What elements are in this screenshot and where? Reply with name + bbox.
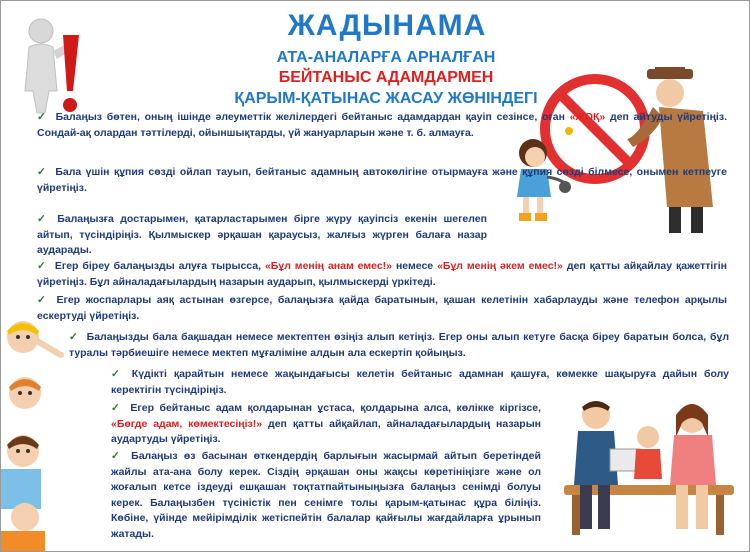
subtitle-parents: АТА-АНАЛАРҒА АРНАЛҒАН bbox=[276, 49, 496, 66]
tip-1: ✓ Балаңыз бөтен, оның ішінде әлеуметтік желілердегі бейтаныс адамдардан қауіп сезінсе, оған «ЖОҚ» деп айтуды үйретіңіз. Сондай-ақ олардан тәттілерді, ойыншықтарды, үй жануарларын және т. б. алмауға. bbox=[37, 111, 727, 139]
check-icon: ✓ bbox=[111, 450, 124, 462]
children-illustration bbox=[1, 317, 71, 552]
family-illustration bbox=[556, 393, 746, 543]
tip-9: ✓ Балаңыз өз басынан өткендердің барлығын жасырмай айтып беретіндей жайлы ата-ана болу керек. Сіздің әрқашан оны жақсы көретініңізге және ол жоғалып кетсе іздеуді ешқашан тоқтатпайтыныңызға балаңыз сенімді болуы керек. Балаңызбен түсіністік пен сенімге толы қарым-қатынас құра біліңіз. Көбіне, үйінде мейірімділік жетіспейтін балалар қайғылы жағдайларға ұрынып жатады. bbox=[111, 450, 541, 540]
page-title: ЖАДЫНАМА bbox=[287, 9, 487, 42]
tip-8: ✓ Егер бейтаныс адам қолдарынан ұстаса, қолдарына алса, көлікке кіргізсе, «Бөгде адам, көмектесіңіз!» деп қатты айқайлап, айналадағылардың назарын аудартуды үйретіңіз. bbox=[111, 402, 542, 445]
check-icon: ✓ bbox=[69, 331, 79, 343]
subtitle-strangers: БЕЙТАНЫС АДАМДАРМЕН bbox=[278, 69, 494, 86]
check-icon: ✓ bbox=[37, 213, 50, 225]
tip-3: ✓ Балаңызға достарымен, қатарластарымен бірге жүру қауіпсіз екенін шегелеп айтып, түсіндіріңіз. Қылмыскер әрқашан қараусыз, жалғыз жүрген балаға назар аударады. bbox=[37, 213, 487, 256]
exclamation-figure-icon bbox=[15, 13, 85, 123]
tip-4: ✓ Егер біреу балаңызды алуға тырысса, «Бұл менің анам емес!» немесе «Бұл менің әкем емес!» деп қатты айқайлау қажеттігін үйретіңіз. Бұл айналадағылардың назарын аударып, қылмыскерді үркітеді. bbox=[37, 260, 727, 288]
stranger-scene-illustration bbox=[477, 67, 747, 237]
check-icon: ✓ bbox=[111, 368, 124, 380]
check-icon: ✓ bbox=[111, 402, 123, 414]
tip-6: ✓ Балаңызды бала бақшадан немесе мектептен өзіңіз алып кетіңіз. Егер оны алып кетуге басқа біреу баратын болса, бұл туралы тәрбиешіге немесе мектеп мұғаліміне алдын ала ескертіп қойыңыз. bbox=[69, 331, 729, 359]
tip-2: ✓ Бала үшін құпия сөзді ойлап тауып, бейтаныс адамның автокөлігіне отырмауға және құпия сөзді білмесе, онымен кетпеуге үйретіңіз. bbox=[37, 166, 727, 194]
check-icon: ✓ bbox=[37, 260, 47, 272]
tip-7: ✓ Күдікті қарайтын немесе жақындағысы келетін бейтаныс адамнан қашуға, көмекке шақыруға дайын болу керектігін түсіндіріңіз. bbox=[111, 368, 729, 396]
check-icon: ✓ bbox=[37, 294, 49, 306]
subtitle-communication: ҚАРЫМ-ҚАТЫНАС ЖАСАУ ЖӨНІНДЕГІ bbox=[234, 90, 538, 107]
check-icon: ✓ bbox=[37, 166, 48, 178]
check-icon: ✓ bbox=[37, 111, 48, 123]
tip-5: ✓ Егер жоспарлары аяқ астынан өзгерсе, балаңызға қайда баратынын, қашан келетінін хабарлауды және телефон арқылы ескертуді үйретіңіз. bbox=[37, 294, 727, 322]
